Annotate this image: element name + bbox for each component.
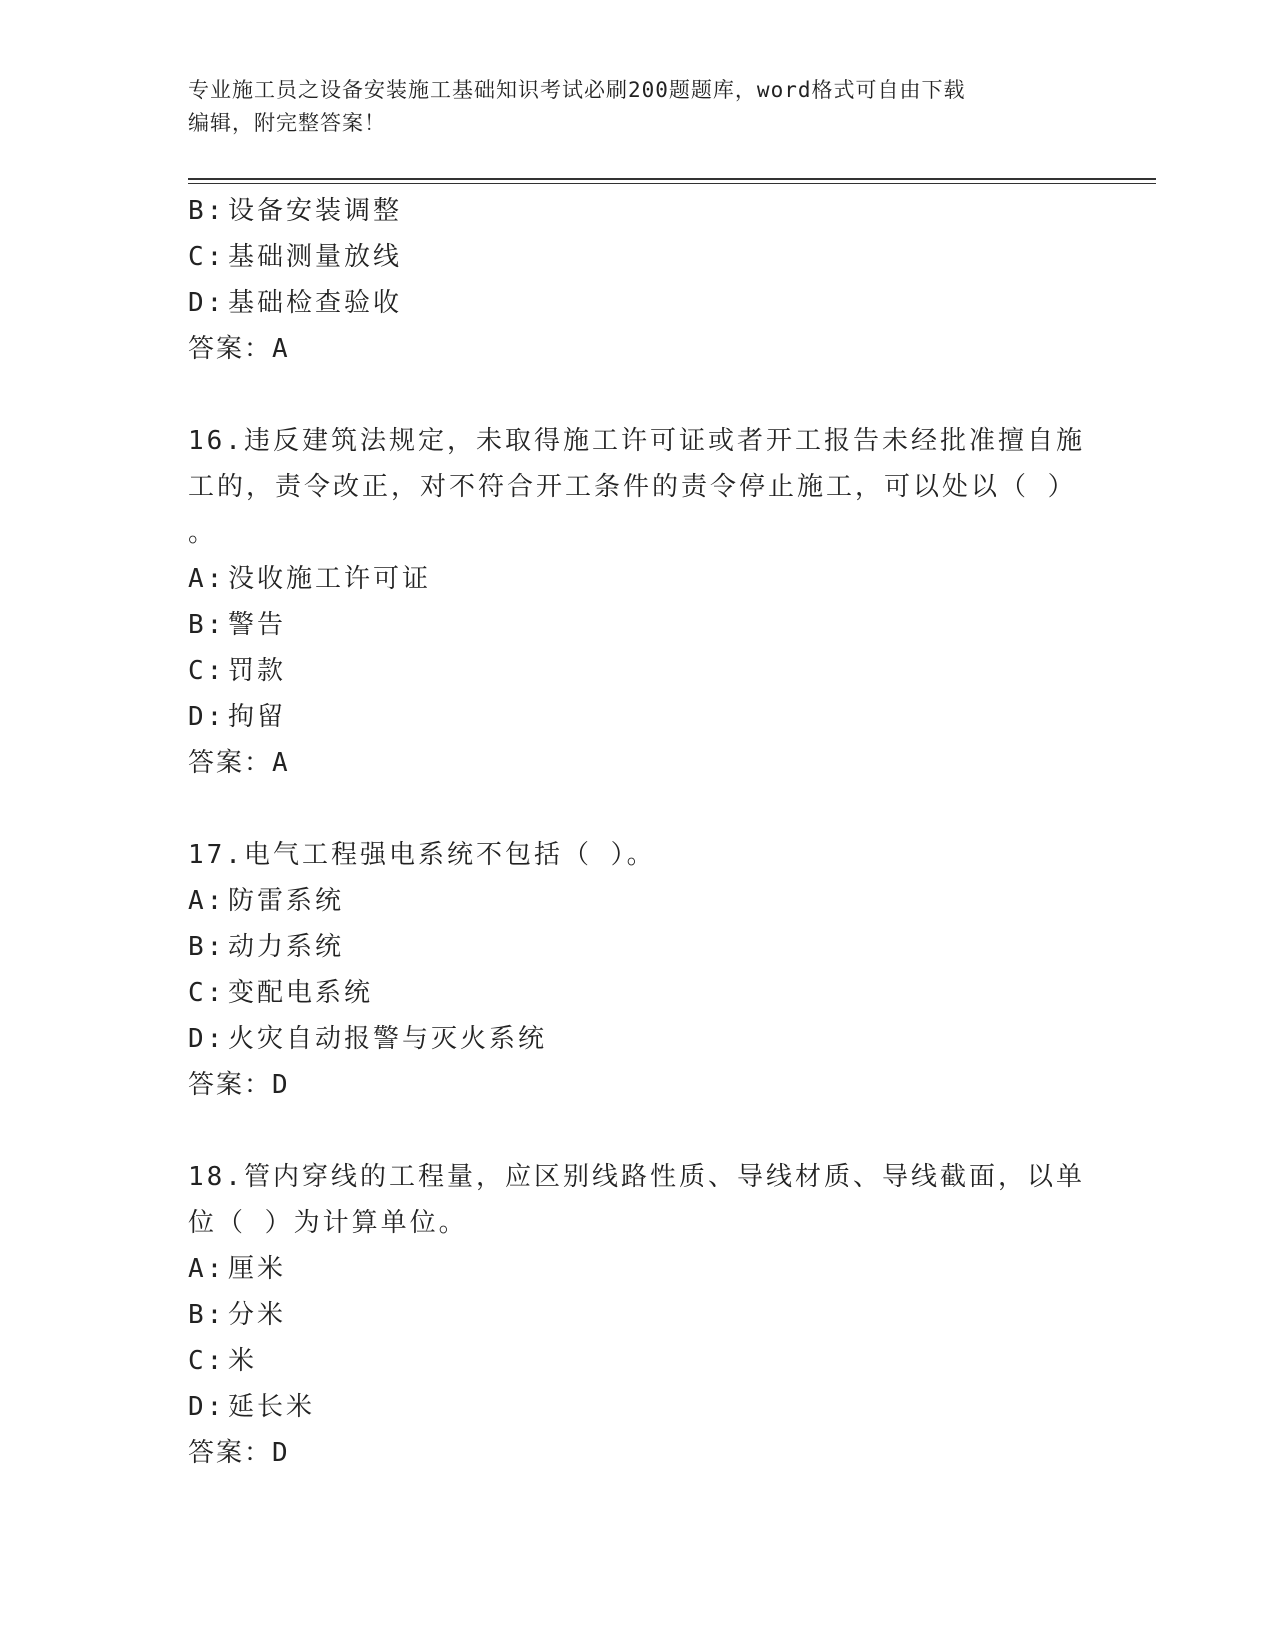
option-text: 火灾自动报警与灭火系统 — [228, 1024, 548, 1054]
document-header — [188, 74, 1088, 140]
document-body — [188, 188, 1088, 1476]
option-d — [188, 694, 1088, 740]
question-stem-line: 工的，责令改正，对不符合开工条件的责令停止施工，可以处以（ ） — [188, 472, 1077, 502]
answer-line: 答案：D — [188, 1070, 290, 1100]
option-text: 警告 — [228, 610, 287, 640]
spacer — [188, 372, 1088, 418]
option-text: 米 — [228, 1346, 258, 1376]
option-text: 延长米 — [228, 1392, 316, 1422]
header-line-1: 专业施工员之设备安装施工基础知识考试必刷200题题库，word格式可自由下载 — [188, 78, 966, 102]
question-stem-line: 17.电气工程强电系统不包括（ ）。 — [188, 840, 656, 870]
question-stem-line: 。 — [188, 518, 218, 548]
option-b — [188, 602, 1088, 648]
option-text: 基础测量放线 — [228, 242, 403, 272]
option-text: 变配电系统 — [228, 978, 374, 1008]
option-key: D: — [188, 1024, 226, 1054]
header-divider-thick — [188, 178, 1156, 180]
option-b — [188, 188, 1088, 234]
option-key: D: — [188, 1392, 226, 1422]
option-text: 没收施工许可证 — [228, 564, 432, 594]
question-stem-line: 18.管内穿线的工程量，应区别线路性质、导线材质、导线截面，以单 — [188, 1162, 1085, 1192]
option-key: C: — [188, 242, 226, 272]
header-line-2: 编辑，附完整答案！ — [188, 111, 386, 135]
option-c — [188, 234, 1088, 280]
option-b — [188, 1292, 1088, 1338]
option-c — [188, 1338, 1088, 1384]
option-d — [188, 1016, 1088, 1062]
question-18-block — [188, 1154, 1088, 1476]
answer-line: 答案：D — [188, 1438, 290, 1468]
answer-line: 答案：A — [188, 748, 290, 778]
option-key: C: — [188, 656, 226, 686]
option-text: 设备安装调整 — [228, 196, 403, 226]
option-a — [188, 1246, 1088, 1292]
option-text: 罚款 — [228, 656, 287, 686]
option-text: 动力系统 — [228, 932, 345, 962]
answer-line: 答案：A — [188, 334, 290, 364]
option-a — [188, 556, 1088, 602]
option-text: 分米 — [228, 1300, 287, 1330]
option-key: B: — [188, 1300, 226, 1330]
option-text: 厘米 — [228, 1254, 287, 1284]
option-key: D: — [188, 702, 226, 732]
option-key: A: — [188, 886, 226, 916]
option-key: C: — [188, 978, 226, 1008]
spacer — [188, 1108, 1088, 1154]
option-key: A: — [188, 1254, 226, 1284]
question-stem-line: 位（ ）为计算单位。 — [188, 1208, 468, 1238]
prev-question-block — [188, 188, 1088, 372]
header-divider-thin — [188, 183, 1156, 184]
option-key: B: — [188, 610, 226, 640]
option-c — [188, 648, 1088, 694]
option-text: 拘留 — [228, 702, 287, 732]
option-d — [188, 1384, 1088, 1430]
option-key: D: — [188, 288, 226, 318]
option-key: C: — [188, 1346, 226, 1376]
option-b — [188, 924, 1088, 970]
option-key: A: — [188, 564, 226, 594]
question-17-block — [188, 832, 1088, 1108]
option-d — [188, 280, 1088, 326]
option-text: 基础检查验收 — [228, 288, 403, 318]
option-c — [188, 970, 1088, 1016]
option-key: B: — [188, 196, 226, 226]
option-text: 防雷系统 — [228, 886, 345, 916]
question-16-block — [188, 418, 1088, 786]
spacer — [188, 786, 1088, 832]
option-a — [188, 878, 1088, 924]
question-stem-line: 16.违反建筑法规定，未取得施工许可证或者开工报告未经批准擅自施 — [188, 426, 1085, 456]
option-key: B: — [188, 932, 226, 962]
